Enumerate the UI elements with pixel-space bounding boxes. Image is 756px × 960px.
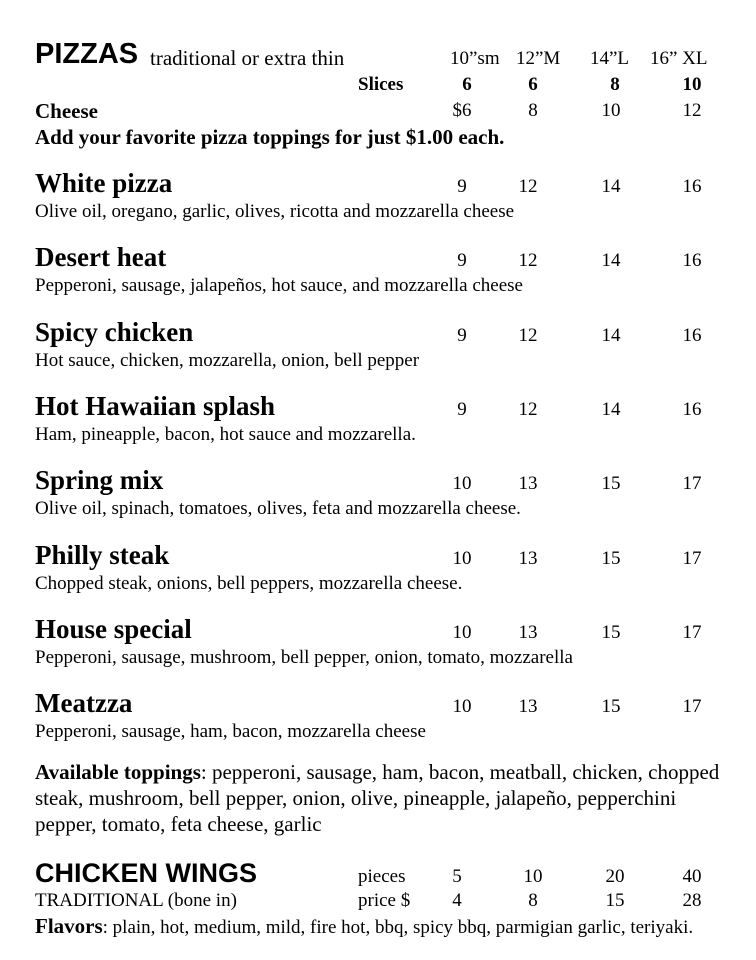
wings-flavors-label: Flavors	[35, 914, 103, 938]
wings-pieces-20: 20	[605, 866, 625, 887]
pizza-price-l: 14	[601, 325, 621, 346]
pizza-name: House special	[35, 614, 192, 644]
pizza-name: Philly steak	[35, 540, 170, 570]
pizza-name: Desert heat	[35, 242, 167, 272]
available-toppings-label: Available toppings	[35, 760, 201, 784]
pizza-price-xl: 17	[682, 622, 702, 643]
pizzas-title: PIZZAS	[35, 38, 139, 70]
wings-pieces-40: 40	[682, 866, 702, 887]
pizza-price-sm: 10	[452, 473, 472, 494]
pizza-name: Spicy chicken	[35, 317, 194, 347]
pizza-price-sm: 10	[452, 696, 472, 717]
cheese-price-m: 8	[528, 100, 538, 121]
pizza-price-xl: 17	[682, 473, 702, 494]
pizza-description: Pepperoni, sausage, mushroom, bell pepper, onion, tomato, mozzarella	[35, 647, 573, 668]
wings-flavors	[35, 914, 725, 940]
pizza-price-xl: 16	[682, 250, 702, 271]
slices-m: 6	[528, 74, 538, 95]
pizza-name: Meatzza	[35, 688, 133, 718]
pizza-price-l: 14	[601, 399, 621, 420]
wings-price-5: 4	[452, 890, 462, 911]
pizza-price-m: 13	[518, 622, 538, 643]
pizza-price-xl: 16	[682, 176, 702, 197]
pizza-description: Hot sauce, chicken, mozzarella, onion, bell pepper	[35, 350, 420, 371]
pizza-description: Olive oil, spinach, tomatoes, olives, feta and mozzarella cheese.	[35, 498, 521, 519]
wings-price-10: 8	[528, 890, 538, 911]
pizza-price-m: 13	[518, 696, 538, 717]
wings-price-40: 28	[682, 890, 702, 911]
size-xl-header: 16” XL	[650, 48, 708, 69]
pizza-price-sm: 10	[452, 622, 472, 643]
pizza-price-l: 15	[601, 548, 621, 569]
slices-xl: 10	[682, 74, 702, 95]
wings-price-20: 15	[605, 890, 625, 911]
size-l-header: 14”L	[590, 48, 630, 69]
pizza-price-m: 12	[518, 176, 538, 197]
wings-pieces-label: pieces	[358, 866, 406, 887]
pizza-price-l: 14	[601, 250, 621, 271]
pizza-price-sm: 10	[452, 548, 472, 569]
slices-label: Slices	[358, 74, 404, 95]
pizza-price-xl: 17	[682, 548, 702, 569]
pizza-price-sm: 9	[457, 325, 467, 346]
wings-traditional-label: TRADITIONAL (bone in)	[35, 890, 237, 911]
pizza-description: Ham, pineapple, bacon, hot sauce and mozzarella.	[35, 424, 416, 445]
cheese-price-xl: 12	[682, 100, 702, 121]
size-m-header: 12”M	[516, 48, 561, 69]
pizza-price-m: 12	[518, 250, 538, 271]
pizza-price-xl: 16	[682, 325, 702, 346]
cheese-price-sm: $6	[452, 100, 472, 121]
pizza-price-l: 15	[601, 473, 621, 494]
pizza-price-l: 14	[601, 176, 621, 197]
pizza-price-m: 13	[518, 548, 538, 569]
available-toppings-text: : pepperoni, sausage, ham, bacon, meatball, chicken, chopped steak, mushroom, bell pepper, onion, olive, pineapple, jalapeño, pepperchini pepper, tomato, feta cheese, garlic	[35, 760, 720, 836]
wings-price-label: price $	[358, 890, 411, 911]
slices-l: 8	[610, 74, 620, 95]
pizza-description: Olive oil, oregano, garlic, olives, ricotta and mozzarella cheese	[35, 201, 515, 222]
pizza-price-m: 13	[518, 473, 538, 494]
wings-pieces-5: 5	[452, 866, 462, 887]
wings-flavors-text: : plain, hot, medium, mild, fire hot, bbq, spicy bbq, parmigian garlic, teriyaki.	[102, 917, 694, 938]
pizza-price-xl: 16	[682, 399, 702, 420]
pizza-price-l: 15	[601, 622, 621, 643]
pizza-price-sm: 9	[457, 399, 467, 420]
pizza-name: Spring mix	[35, 465, 164, 495]
available-toppings	[35, 759, 725, 837]
pizza-price-xl: 17	[682, 696, 702, 717]
pizzas-subtitle: traditional or extra thin	[150, 46, 345, 70]
slices-sm: 6	[462, 74, 472, 95]
pizza-price-m: 12	[518, 399, 538, 420]
pizza-price-l: 15	[601, 696, 621, 717]
size-sm-header: 10”sm	[450, 48, 500, 69]
pizza-price-sm: 9	[457, 250, 467, 271]
pizza-description: Pepperoni, sausage, ham, bacon, mozzarella cheese	[35, 721, 426, 742]
pizza-name: Hot Hawaiian splash	[35, 391, 276, 421]
wings-pieces-10: 10	[523, 866, 543, 887]
pizza-description: Chopped steak, onions, bell peppers, mozzarella cheese.	[35, 573, 463, 594]
pizza-price-m: 12	[518, 325, 538, 346]
toppings-note: Add your favorite pizza toppings for just $1.00 each.	[35, 125, 505, 149]
pizza-price-sm: 9	[457, 176, 467, 197]
cheese-name: Cheese	[35, 99, 98, 123]
wings-title: CHICKEN WINGS	[35, 858, 257, 888]
cheese-price-l: 10	[601, 100, 621, 121]
pizza-description: Pepperoni, sausage, jalapeños, hot sauce, and mozzarella cheese	[35, 275, 523, 296]
pizza-name: White pizza	[35, 168, 173, 198]
